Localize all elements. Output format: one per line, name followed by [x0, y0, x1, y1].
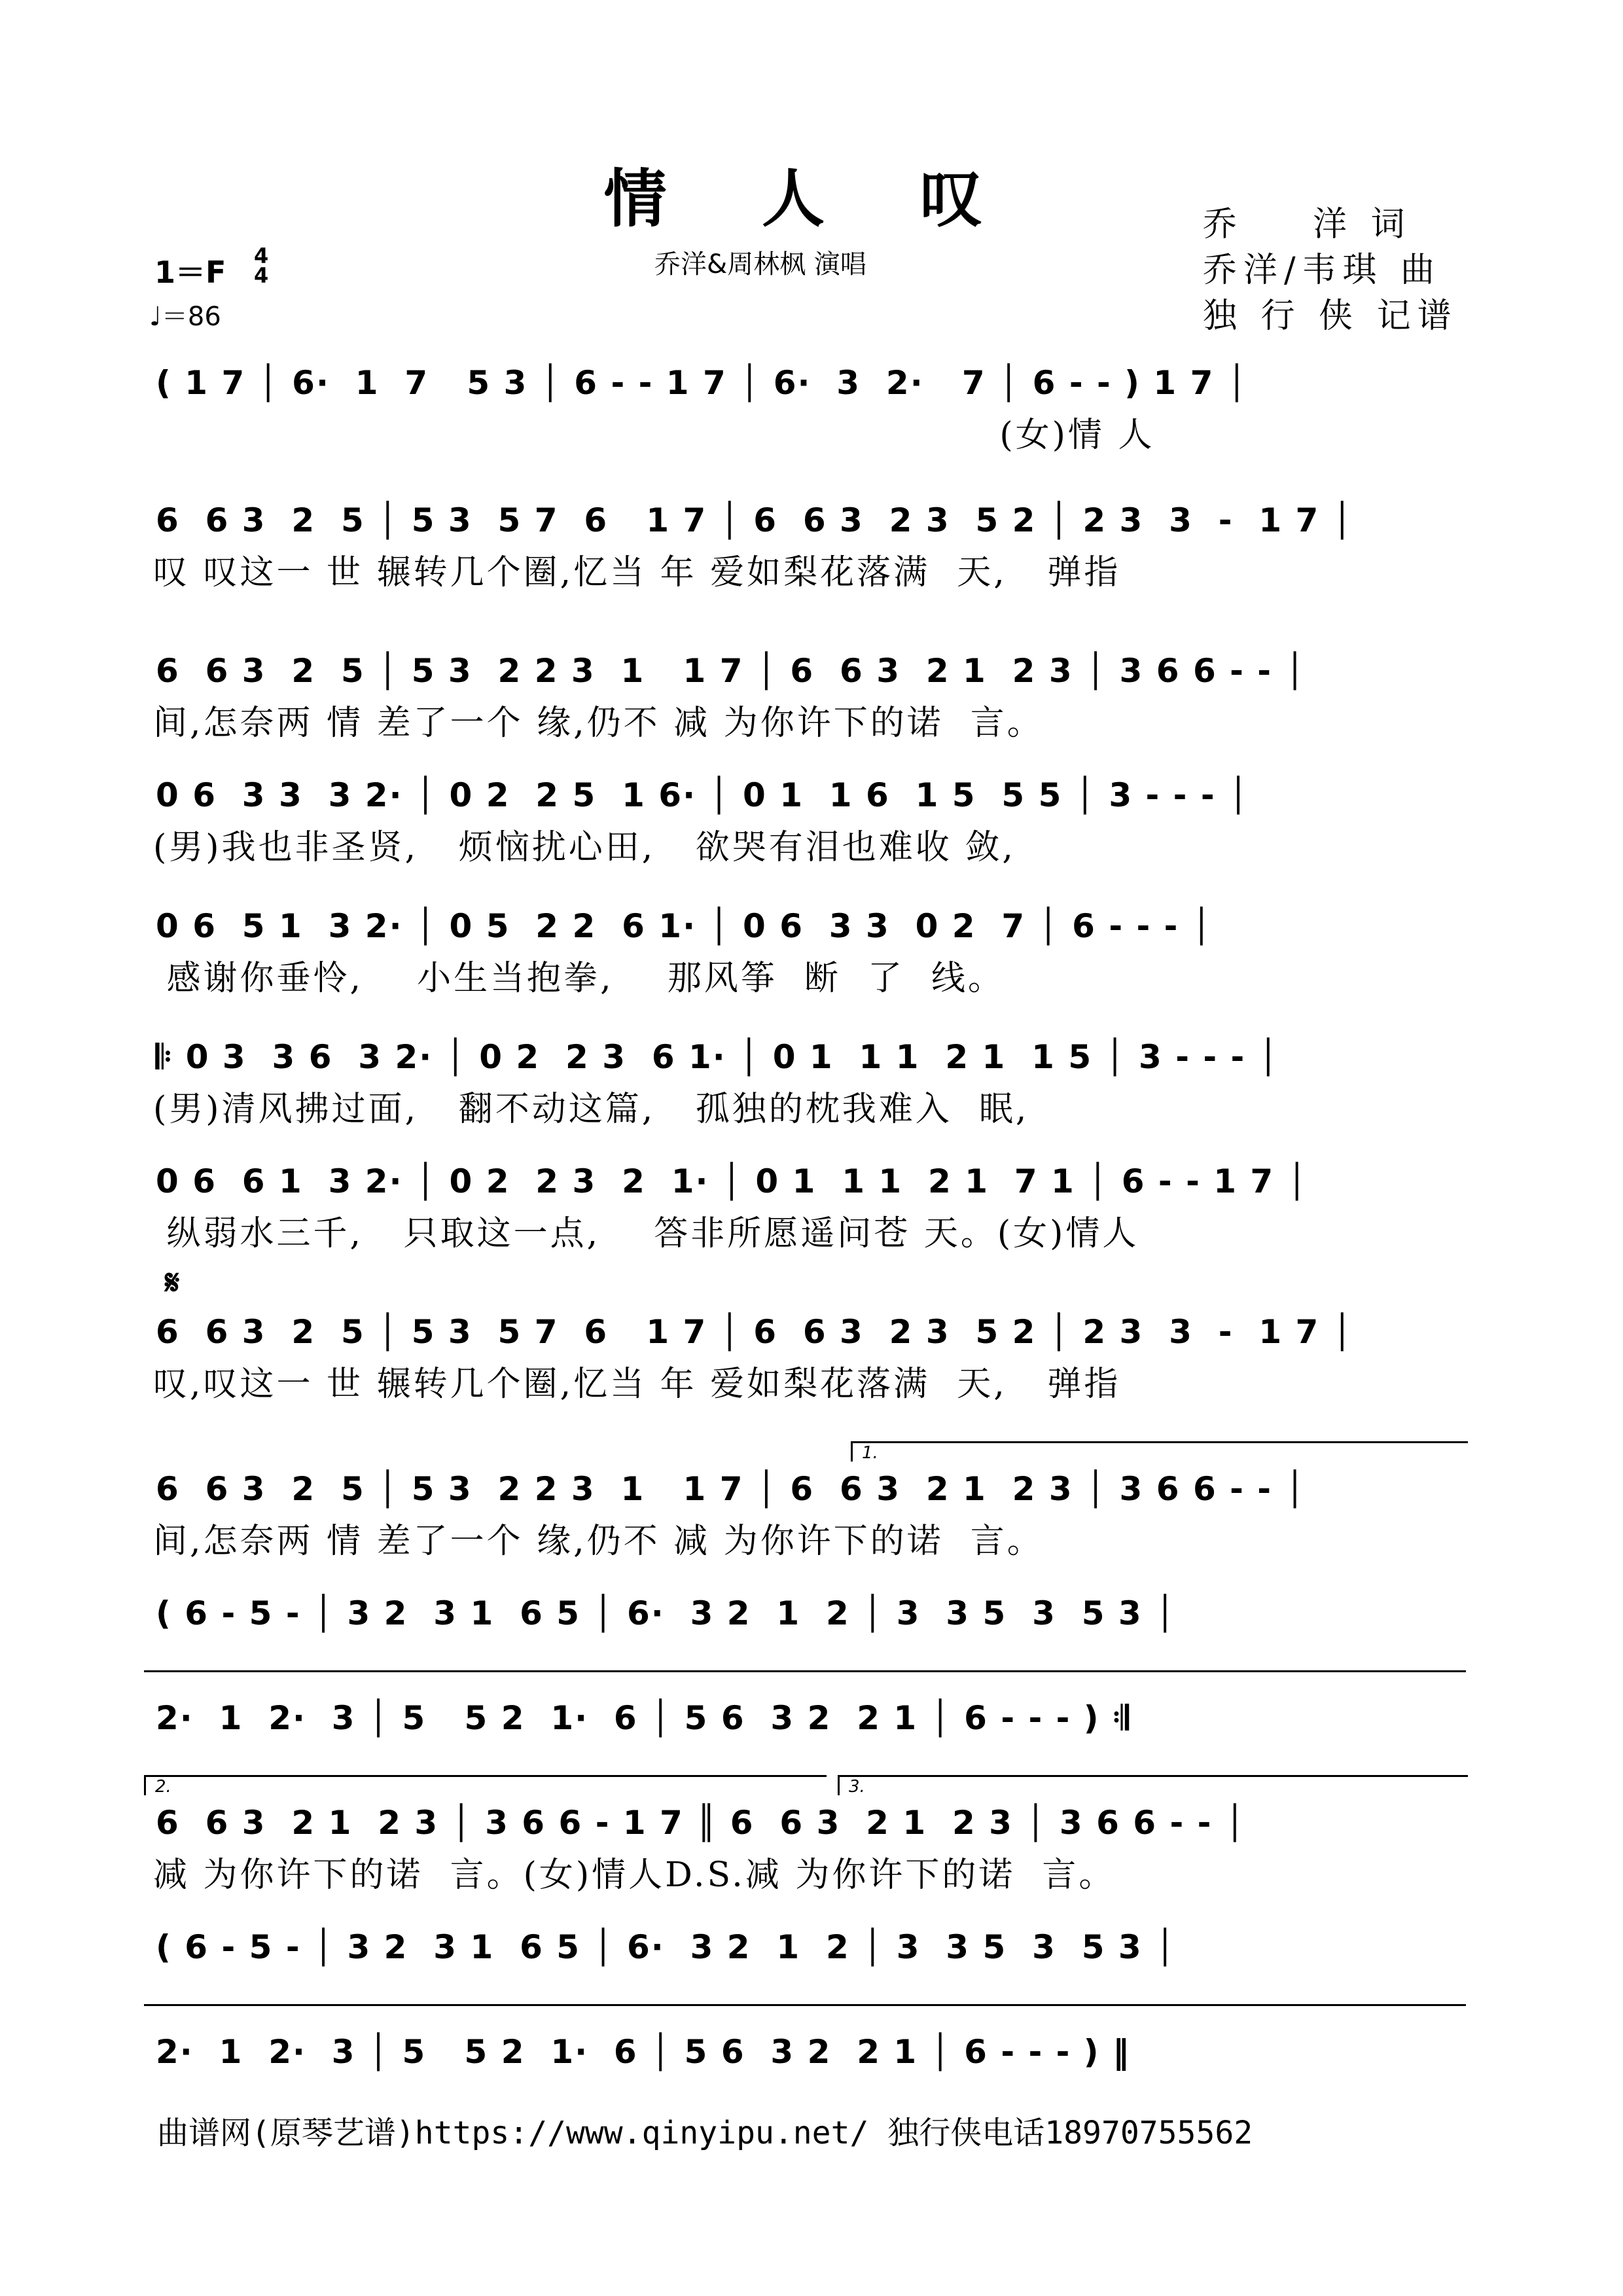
lyrics-line: (男)清风拂过面, 翻不动这篇, 孤独的枕我难入 眠,: [153, 1090, 1029, 1129]
lyrics-line: 感谢你垂怜, 小生当抱拳, 那风筝 断 了 线。: [153, 959, 1005, 998]
lyrics-line: 纵弱水三千, 只取这一点, 答非所愿遥问苍 天。(女)情人: [153, 1214, 1139, 1253]
lyrics-line: 叹 叹这一 世 辗转几个圈,忆当 年 爱如梨花落满 天, 弹指: [153, 553, 1121, 592]
time-signature-top: 4: [254, 243, 269, 268]
volta-2-bracket: [144, 1775, 827, 1795]
volta-1-label: 1.: [862, 1443, 878, 1463]
lyrics-line: 叹,叹这一 世 辗转几个圈,忆当 年 爱如梨花落满 天, 弹指: [153, 1365, 1121, 1404]
lyrics-line: 减 为你许下的诺 言。(女)情人D.S.减 为你许下的诺 言。: [153, 1856, 1116, 1895]
volta-3-label: 3.: [849, 1777, 865, 1797]
footer-source: 曲谱网(原琴艺谱)https://www.qinyipu.net/ 独行侠电话18970755562: [157, 2115, 1253, 2151]
notes-line: 6 6 3 2 1 2 3 │ 3 6 6 - 1 7 ║ 6 6 3 2 1 2 3 │ 3 6 6 - - │: [156, 1804, 1246, 1842]
composer-credit: 乔洋/韦琪 曲: [1203, 251, 1442, 290]
notes-line: 6 6 3 2 5 │ 5 3 5 7 6 1 7 │ 6 6 3 2 3 5 2 │ 2 3 3 - 1 7 │: [156, 501, 1353, 539]
volta-2-label: 2.: [155, 1777, 171, 1797]
transcriber-credit: 独 行 侠 记谱: [1203, 296, 1458, 336]
lyrics-line: (女)情 人: [153, 416, 1155, 455]
notes-line: 0 6 6 1 3 2· │ 0 2 2 3 2 1· │ 0 1 1 1 2 1 7 1 │ 6 - - 1 7 │: [156, 1162, 1308, 1200]
time-signature: [254, 243, 269, 288]
lyrics-line: (男)我也非圣贤, 烦恼扰心田, 欲哭有泪也难收 敛,: [153, 828, 1016, 867]
notes-line: 6 6 3 2 5 │ 5 3 2 2 3 1 1 7 │ 6 6 3 2 1 2 3 │ 3 6 6 - - │: [156, 1470, 1306, 1508]
notes-line: 𝄆 0 3 3 6 3 2· │ 0 2 2 3 6 1· │ 0 1 1 1 2 1 1 5 │ 3 - - - │: [156, 1038, 1279, 1076]
key-signature: 1＝F: [154, 255, 226, 290]
lyrics-line: 间,怎奈两 情 差了一个 缘,仍不 减 为你许下的诺 言。: [153, 704, 1044, 743]
volta-3-continuation: [144, 2004, 1466, 2024]
notes-line: 6 6 3 2 5 │ 5 3 5 7 6 1 7 │ 6 6 3 2 3 5 2 │ 2 3 3 - 1 7 │: [156, 1313, 1353, 1351]
notes-line: 2· 1 2· 3 │ 5 5 2 1· 6 │ 5 6 3 2 2 1 │ 6 - - - ) ‖: [156, 2033, 1131, 2071]
tempo-mark: ♩＝86: [149, 302, 221, 332]
notes-line: ( 6 - 5 - │ 3 2 3 1 6 5 │ 6· 3 2 1 2 │ 3 3 5 3 5 3 │: [156, 1928, 1177, 1966]
singer-credit: 乔洋&周林枫 演唱: [654, 249, 866, 279]
lyricist-credit: 乔 洋 词: [1203, 205, 1412, 244]
notes-line: 0 6 3 3 3 2· │ 0 2 2 5 1 6· │ 0 1 1 6 1 5 5 5 │ 3 - - - │: [156, 776, 1250, 814]
lyrics-line: 间,怎奈两 情 差了一个 缘,仍不 减 为你许下的诺 言。: [153, 1522, 1044, 1561]
volta-1-continuation: [144, 1670, 1466, 1691]
song-title: 情 人 叹: [603, 162, 1020, 236]
notes-line: ( 6 - 5 - │ 3 2 3 1 6 5 │ 6· 3 2 1 2 │ 3 3 5 3 5 3 │: [156, 1594, 1177, 1632]
notes-line: 0 6 5 1 3 2· │ 0 5 2 2 6 1· │ 0 6 3 3 0 2 7 │ 6 - - - │: [156, 907, 1213, 945]
time-signature-bottom: 4: [254, 263, 269, 288]
notes-line: 6 6 3 2 5 │ 5 3 2 2 3 1 1 7 │ 6 6 3 2 1 2 3 │ 3 6 6 - - │: [156, 652, 1306, 690]
segno-sign: 𝄋: [165, 1263, 180, 1302]
notes-line: 2· 1 2· 3 │ 5 5 2 1· 6 │ 5 6 3 2 2 1 │ 6 - - - ) 𝄇: [156, 1699, 1130, 1737]
notes-line: ( 1 7 │ 6· 1 7 5 3 │ 6 - - 1 7 │ 6· 3 2· 7 │ 6 - - ) 1 7 │: [156, 364, 1248, 402]
volta-1-bracket: [851, 1441, 1468, 1462]
volta-3-bracket: [838, 1775, 1468, 1795]
